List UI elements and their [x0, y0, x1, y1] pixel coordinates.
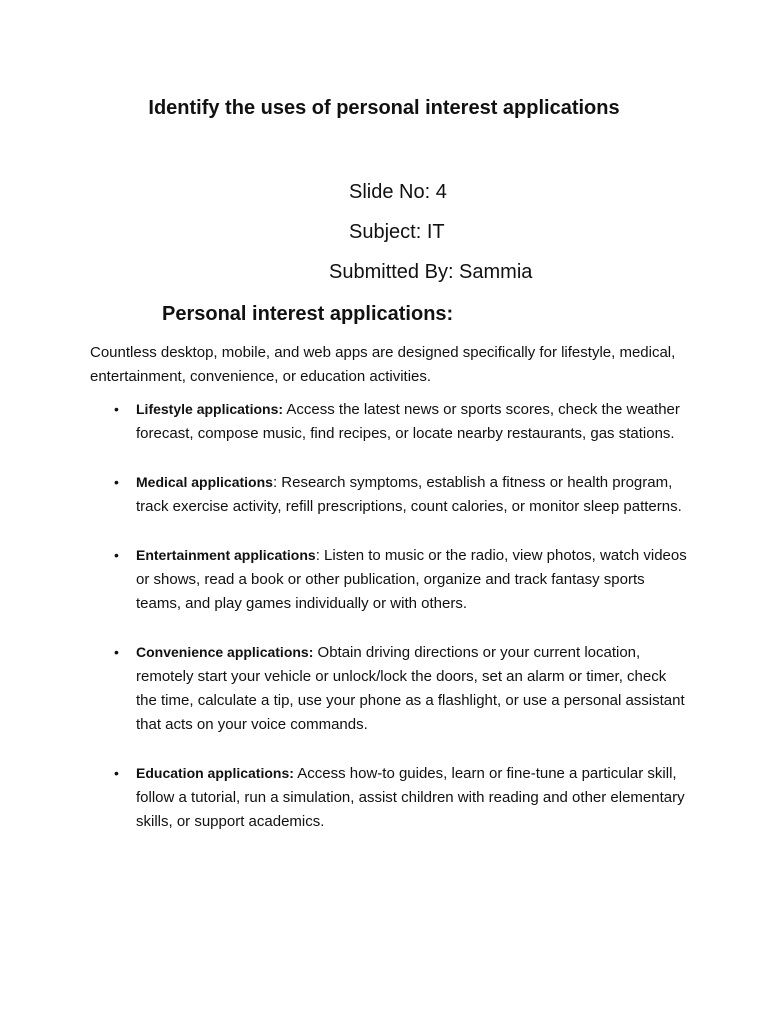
- item-text: : Listen to music or the radio, view photos, watch videos or shows, read a book or other publication, organize and track fantasy sports teams, and play games individually or with others.: [136, 547, 687, 612]
- submitted-by-line: Submitted By: Sammia: [329, 261, 533, 283]
- list-item-education: [90, 761, 690, 834]
- bullet-icon: •: [114, 474, 119, 490]
- item-label: Education applications:: [136, 765, 294, 781]
- bullet-icon: •: [114, 765, 119, 781]
- subject-line: Subject: IT: [349, 221, 445, 243]
- list-item-entertainment: [90, 543, 690, 616]
- document-title: Identify the uses of personal interest applications: [148, 97, 620, 119]
- slide-number: Slide No: 4: [349, 181, 447, 203]
- item-text: Access the latest news or sports scores, check the weather forecast, compose music, find recipes, or locate nearby restaurants, gas stations.: [136, 401, 680, 442]
- bullet-icon: •: [114, 644, 119, 660]
- list-item-convenience: [90, 640, 690, 737]
- item-text: : Research symptoms, establish a fitness or health program, track exercise activity, refill prescriptions, count calories, or monitor sleep patterns.: [136, 474, 682, 515]
- section-heading: Personal interest applications:: [162, 303, 454, 325]
- item-text: Access how-to guides, learn or fine-tune a particular skill, follow a tutorial, run a simulation, assist children with reading and other elementary skills, or support academics.: [136, 765, 685, 830]
- list-item-lifestyle: [90, 397, 690, 446]
- item-label: Convenience applications:: [136, 644, 314, 660]
- item-label: Lifestyle applications:: [136, 401, 284, 417]
- bullet-icon: •: [114, 401, 119, 417]
- application-list: [90, 397, 690, 858]
- list-item-medical: [90, 470, 690, 519]
- bullet-icon: •: [114, 547, 119, 563]
- item-label: Medical applications: [136, 474, 273, 490]
- item-label: Entertainment applications: [136, 547, 316, 563]
- intro-paragraph: Countless desktop, mobile, and web apps are designed specifically for lifestyle, medical, entertainment, convenience, or education activities.: [90, 344, 676, 385]
- item-text: Obtain driving directions or your current location, remotely start your vehicle or unlock/lock the doors, set an alarm or timer, check the time, calculate a tip, use your phone as a flashlight, or use a personal assistant that acts on your voice commands.: [136, 644, 685, 733]
